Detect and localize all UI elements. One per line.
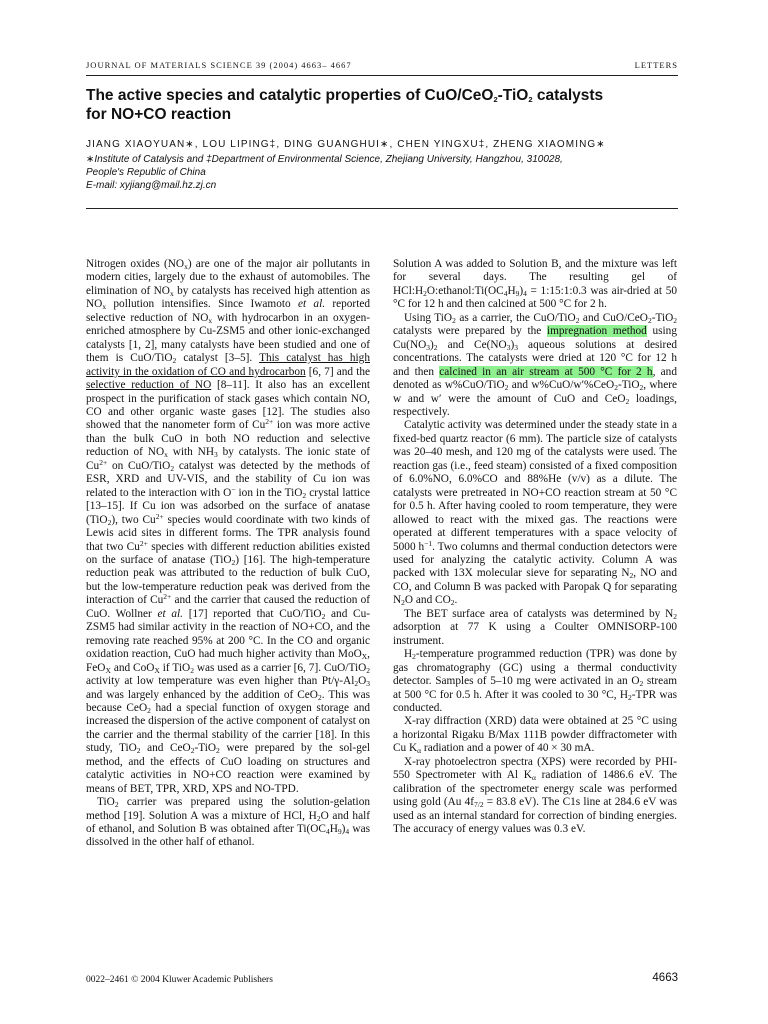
- article-title: The active species and catalytic properties of CuO/CeO$_2$-TiO$_2$ catalysts for NO+CO reaction: [86, 87, 604, 123]
- left-column-paragraph: TiO$_2$ carrier was prepared using the solution-gelation method [19]. Solution A was a mixture of HCl, $H_2O$ and half of ethanol, and Solution B was obtained after $Ti(OC_4H_9)_4$ was dissolved in the other half of ethanol.: [86, 796, 370, 849]
- running-header: [86, 60, 678, 70]
- abstract-rule: [86, 208, 678, 209]
- journal-citation: JOURNAL OF MATERIALS SCIENCE 39 (2004) 4663– 4667: [86, 60, 352, 70]
- affiliation-block: [86, 153, 678, 192]
- right-column-paragraph: X-ray photoelectron spectra (XPS) were recorded by PHI-550 Spectrometer with Al $K_\alpha$ radiation of 1486.6 eV. The calibration of the spectrometer energy scale was performed using gold (Au $4f_{7/2} = 83.8$ eV). The C1s line at 284.6 eV was used as an internal standard for correction of binding energies. The accuracy of energy values was 0.3 eV.: [393, 755, 677, 836]
- body-column-left: [86, 258, 370, 850]
- section-label: LETTERS: [634, 60, 678, 70]
- affiliation-line-2: People's Republic of China: [86, 167, 206, 178]
- copyright-line: 0022–2461 © 2004 Kluwer Academic Publishers: [86, 975, 273, 985]
- right-column-paragraph: $H_2$-temperature programmed reduction (TPR) was done by gas chromatography (GC) using a thermal conductivity detector. Samples of 5–10 mg were activated in an $O_2$ stream at 500 °C for 0.5 h. After it was cooled to 30 °C, $H_2$-TPR was conducted.: [393, 648, 677, 714]
- right-column-paragraph: Solution A was added to Solution B, and the mixture was left for several days. The resulting gel of $HCl:H_2O:ethanol:Ti(OC_4H_9)_4$ = 1:15:1:0.3 was air-dried at 50 °C for 12 h and then calcined at 500 °C for 2 h.: [393, 258, 677, 311]
- author-email: E-mail: xyjiang@mail.hz.zj.cn: [86, 180, 217, 191]
- left-column-paragraph: Nitrogen oxides $(NO_x)$ are one of the major air pollutants in modern cities, largely due to the exhaust of automobiles. The elimination of $NO_x$ by catalysts has received high attention as $NO_x$ pollution intensifies. Since Iwamoto et al. reported selective reduction of $NO_x$ with hydrocarbon in an oxygen-enriched atmosphere by Cu-ZSM5 and other ionic-exchanged catalysts [1, 2], many catalysts have been studied and one of them is CuO/TiO$_2$ catalyst [3–5]. This catalyst has high activity in the oxidation of CO and hydrocarbon [6, 7] and the selective reduction of NO [8–11]. It also has an excellent prospect in the purification of stack gases which contain NO, CO and other organic waste gases [12]. The studies also showed that the nanometer form of $Cu^{2+}$ ion was more active than the bulk CuO in both NO reduction and selective reduction of $NO_x$ with $NH_3$ by catalysts. The ionic state of $Cu^{2+}$ on CuO/TiO$_2$ catalyst was detected by the methods of ESR, XRD and UV-VIS, and the stability of Cu ion was related to the interaction with O− ion in the TiO$_2$ crystal lattice [13–15]. If Cu ion was adsorbed on the surface of anatase (TiO$_2$), two $Cu^{2+}$ species would coordinate with two kinds of Lewis acid sites in different forms. The TPR analysis found that two $Cu^{2+}$ species with different reduction abilities existed on the surface of anatase (TiO$_2$) [16]. The high-temperature reduction peak was attributed to the reduction of bulk CuO, but the low-temperature reduction peak was derived from the interaction of $Cu^{2+}$ and the carrier that caused the reduction of CuO. Wollner et al. [17] reported that CuO/TiO$_2$ and Cu-ZSM5 had similar activity in the reaction of NO+CO, and the removing rate reached 95% at 200 °C. In the CO and organic oxidation reaction, CuO had much higher activity than MoO$_X$, FeO$_X$ and CoO$_X$ if TiO$_2$ was used as a carrier [6, 7]. CuO/TiO$_2$ activity at low temperature was even higher than $Pt/\gamma-Al_2O_3$ and was largely enhanced by the addition of CeO$_2$. This was because CeO$_2$ had a special function of oxygen storage and increased the dispersion of the active component of catalyst on the carrier and the thermal stability of the carrier [18]. In this study, TiO$_2$ and CeO$_2$-TiO$_2$ were prepared by the sol-gel method, and the effects of CuO loading on structures and catalytic activities in NO+CO reaction were examined by means of BET, TPR, XRD, XPS and NO-TPD.: [86, 258, 371, 795]
- right-column-paragraph: Using TiO$_2$ as a carrier, the CuO/TiO$_2$ and CuO/CeO$_2$-TiO$_2$ catalysts were prepared by the impregnation method using $Cu(NO_3)_2$ and $Ce(NO_3)_3$ aqueous solutions at desired concentrations. The catalysts were dried at 120 °C for 12 h and then calcined in an air stream at 500 °C for 2 h, and denoted as w%CuO/TiO$_2$ and w%CuO/w′%CeO$_2$-TiO$_2$, where w and w′ were the amount of CuO and CeO$_2$ loadings, respectively.: [393, 311, 678, 418]
- right-column-paragraph: Catalytic activity was determined under the steady state in a fixed-bed quartz reactor (6 mm). The particle size of catalysts was 20–40 mesh, and 120 mg of the catalysts were used. The reaction gas (i.e., feed steam) consisted of a fixed composition of 6.0%NO, 6.0%CO and 88%He (v/v) as a dilute. The catalysts were pretreated in NO+CO reaction stream at 50 °C for 0.5 h. After having cooled to room temperature, they were allowed to react with the mixed gas. The reactions were operated at different temperatures with a space velocity of 5000 $h^{-1}$. Two columns and thermal conduction detectors were used for analyzing the catalytic activity. Column A was packed with 13X molecular sieve for separating $N_2$, NO and CO, and Column B was packed with Paropak Q for separating $N_2O$ and $CO_2$.: [393, 419, 677, 608]
- page-number: 4663: [652, 972, 678, 984]
- right-column-paragraph: X-ray diffraction (XRD) data were obtained at 25 °C using a horizontal Rigaku B/Max 111B powder diffractometer with Cu $K_\alpha$ radiation and a power of 40 × 30 mA.: [393, 715, 677, 756]
- body-column-right: [393, 258, 677, 836]
- author-list: JIANG XIAOYUAN∗, LOU LIPING‡, DING GUANGHUI∗, CHEN YINGXU‡, ZHENG XIAOMING∗: [86, 139, 606, 150]
- right-column-paragraph: The BET surface area of catalysts was determined by $N_2$ adsorption at 77 K using a Coulter OMNISORP-100 instrument.: [393, 607, 677, 647]
- affiliation-line-1: ∗Institute of Catalysis and ‡Department of Environmental Science, Zhejiang University, Hangzhou, 310028,: [86, 154, 563, 165]
- header-rule: [86, 75, 678, 76]
